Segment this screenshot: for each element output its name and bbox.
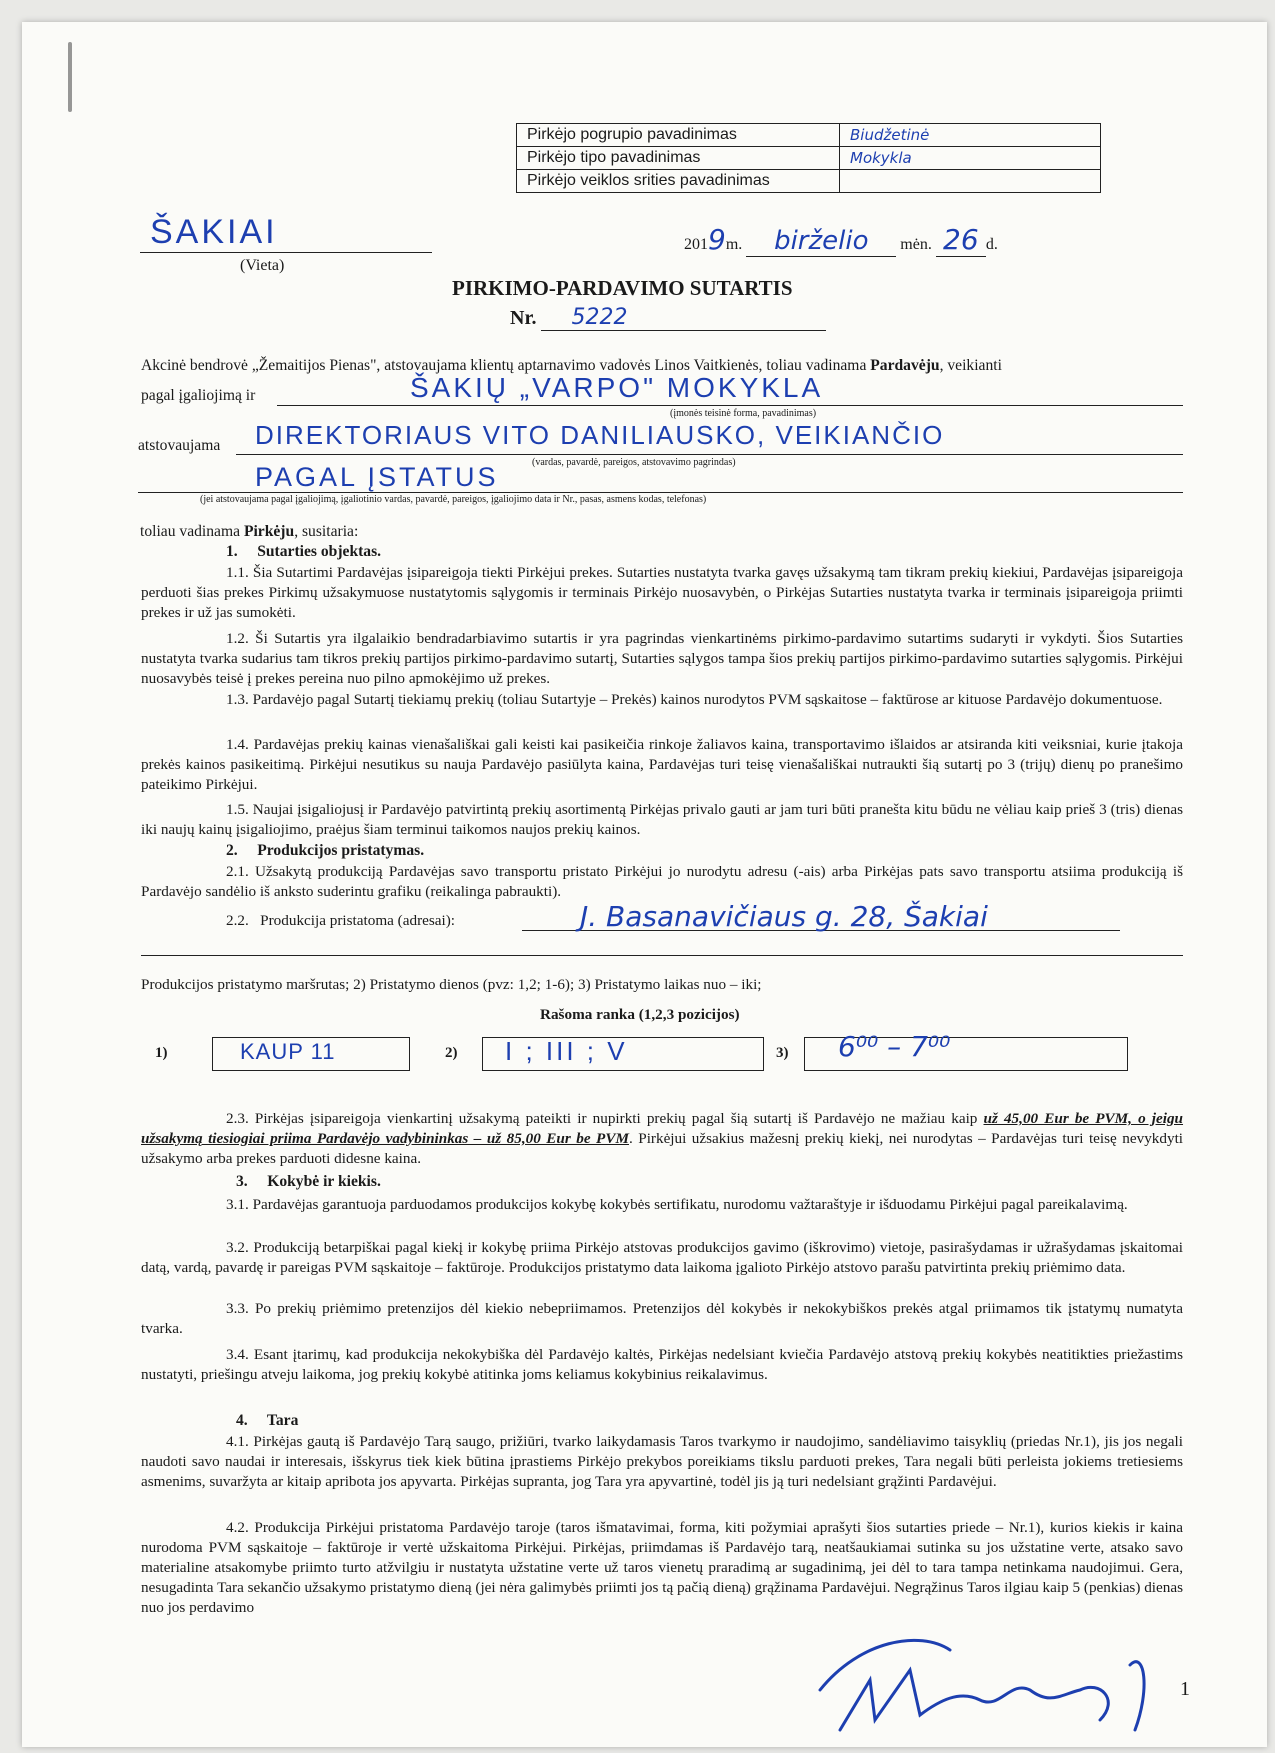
seller-word: Pardavėju (870, 357, 940, 374)
category-row (517, 147, 1101, 170)
buyer-name-line (277, 405, 1183, 406)
category-label: Pirkėjo tipo pavadinimas (517, 147, 840, 170)
date-row (684, 223, 998, 257)
repr-caption2: (jei atstovaujama pagal įgaliojimą, įgaliotinio vardas, pavardė, pareigos, įgaliojimo data ir Nr., pasas, asmens kodas, telefonas) (200, 494, 707, 505)
section-3-heading: 3. Kokybė ir kiekis. (236, 1173, 381, 1190)
field-1-label: 1) (155, 1045, 168, 1061)
repr-label: atstovaujama (138, 437, 221, 454)
repr-value2: PAGAL ĮSTATUS (255, 462, 499, 492)
contract-number (510, 305, 826, 331)
route-text: Produkcijos pristatymo maršrutas; 2) Pristatymo dienos (pvz: 1,2; 1-6); 3) Pristatymo laikas nuo – iki; (141, 976, 762, 993)
category-label: Pirkėjo pogrupio pavadinimas (517, 124, 840, 147)
category-value: Mokykla (840, 147, 1101, 170)
buyer-name: ŠAKIŲ „VARPO" MOKYKLA (410, 372, 824, 403)
clause-4-1: 4.1. Pirkėjas gautą iš Pardavėjo Tarą saugo, prižiūri, tvarko laikydamasis Taros tvarkymo ir naudojimo, sandėliavimo taisyklių (priedas Nr.1), jis jos negali naudoti savo naudai ir interesais, išskyrus tiek kiek būtina įprastiems Pirkėjo prekybos poreikiams tikslu parduoti prekes, Tara negali būti perleista jokiems tretiesiems asmenims, suvaržyta ar kitaip apribota jos apyvarta. Pirkėjas supranta, jog Tara yra apyvartinė, todėl jis ją turi nedelsiant grąžinti Pardavėjui. (141, 1433, 1183, 1490)
clause-3-4: 3.4. Esant įtarimų, kad produkcija nekokybiška dėl Pardavėjo kaltės, Pirkėjas nedelsiant kviečia Pardavėjo atstovą prekių kokybės neatitikties priežastims nustatyti, priešingu atveju laikoma, jog prekių kokybė atitinka joms keliamus kokybinius reikalavimus. (141, 1346, 1183, 1383)
buyer-caption: (įmonės teisinė forma, pavadinimas) (670, 408, 817, 419)
intro-line2: pagal įgaliojimą ir (141, 387, 256, 404)
clause-3-1: 3.1. Pardavėjas garantuoja parduodamos produkcijos kokybę kokybės sertifikatu, nurodomu važtaraštyje ir išduodamu Pirkėjui pagal pareikalavimą. (226, 1196, 1128, 1213)
contract-title: PIRKIMO-PARDAVIMO SUTARTIS (452, 276, 793, 300)
intro-post: , veikianti (939, 357, 1002, 374)
clause-1-4: 1.4. Pardavėjas prekių kainas vienašališkai gali keisti kai pasikeičia rinkoje žaliavos kaina, transportavimo išlaidos ar atsiranda kiti veiksniai, kurie įtakoja prekės kainos pasikeitimą. Pirkėjui nesutikus su nauja Pardavėjo pasiūlyta kaina, Pardavėjas turi teisę vienašališkai nutraukti šią sutartį po 3 (trijų) dienų po pranešimo pateikimo Pirkėjui. (141, 736, 1183, 793)
repr-caption: (vardas, pavardė, pareigos, atstovavimo pagrindas) (532, 457, 736, 468)
clause-2-3-post: . Pirkėjui užsakius mažesnį prekių kiekį, nei nurodytas – Pardavėjas turi teisę nevykdyti užsakymo arba prekes parduoti didesne kaina. (141, 1130, 1184, 1167)
clause-3-2: 3.2. Produkciją betarpiškai pagal kiekį ir kokybę priima Pirkėjo atstovas produkcijos gavimo (iškrovimo) vietoje, pasirašydamas ir užrašydamas įskaitomai datą, vardą, pavardę ir pareigas PVM sąskaitoje – faktūroje. Produkcijos pristatymo data laikoma įgalioto Pirkėjo atstovo parašu patvirtinta prekių priėmimo data. (141, 1239, 1183, 1276)
buyer-line-post: , susitaria: (294, 523, 359, 540)
clause-1-3: 1.3. Pardavėjo pagal Sutartį tiekiamų prekių (toliau Sutartyje – Prekės) kainos nurodytos PVM sąskaitose – faktūrose ar kituose Pardavėjo dokumentuose. (226, 691, 1163, 708)
category-value (840, 170, 1101, 193)
section-4-heading: 4. Tara (236, 1412, 299, 1429)
buyer-word: Pirkėju (243, 523, 295, 540)
date-year: 9 (708, 223, 726, 256)
field-3-label: 3) (776, 1045, 789, 1061)
field-2-label: 2) (445, 1045, 458, 1061)
page-number: 1 (1180, 1678, 1190, 1700)
clause-2-3 (141, 1109, 1183, 1169)
place-label: (Vieta) (240, 257, 285, 274)
category-value: Biudžetinė (840, 124, 1101, 147)
clause-2-3-pre: 2.3. Pirkėjas įsipareigoja vienkartinį užsakymą pateikti ir nupirkti prekių pagal šią sutartį iš Pardavėjo ne mažiau kaip (226, 1110, 984, 1127)
place-line (140, 252, 432, 253)
field-3-value: 6⁰⁰ – 7⁰⁰ (838, 1030, 951, 1063)
address-value: J. Basanavičiaus g. 28, Šakiai (580, 900, 988, 933)
minimum-order-amount: už 45,00 Eur be PVM, o jeigu užsakymą tiesiogiai priima Pardavėjo vadybininkas – už 85,00 Eur be PVM (141, 1110, 1184, 1147)
section-1-heading: 1. Sutarties objektas. (226, 543, 382, 560)
clause-2-2-label: 2.2. Produkcija pristatoma (adresai): (226, 912, 456, 929)
date-m: m. (725, 236, 743, 253)
clause-1-1: 1.1. Šia Sutartimi Pardavėjas įsipareigoja tiekti Pirkėjui prekes. Sutarties nustatyta tvarka gavęs užsakymą tam tikram prekių kiekiui, Pardavėjas įsipareigoja perduoti šias prekes Pirkimų užsakymuose nustatytomis sąlygomis ir terminais Pirkėjo nuosavybėn, o Pirkėjas Sutarties nustatyta tvarka ir terminais įsipareigoja priimti prekes ir už jas sumokėti. (141, 564, 1183, 621)
category-row (517, 124, 1101, 147)
field-1-value: KAUP 11 (240, 1039, 336, 1064)
clause-1-5: 1.5. Naujai įsigaliojusį ir Pardavėjo patvirtintą prekių asortimentą Pirkėjas privalo gauti ar jam turi būti pranešta kitu būdu ne vėliau kaip prieš 3 (tris) dienas iki naujų kainų įsigaliojimo, praėjus šiam terminui taikomos naujos prekių kainos. (141, 801, 1183, 838)
number-label: Nr. (510, 307, 537, 329)
clause-4-2: 4.2. Produkcija Pirkėjui pristatoma Pardavėjo taroje (taros išmatavimai, forma, kiti požymiai aprašyti šios sutarties priede – Nr.1), kurios kiekis ir kaina nurodoma PVM sąskaitoje – faktūroje ir vertė užskaitoma Pirkėjui. Pirkėjas, priimdamas iš Pardavėjo tarą, neatšaukiamai sutinka su jos užstatine verte, atsako savo materialine atsakomybe priimto turto atžvilgiu ir nustatyta užstatine verte už taros vienetų praradimą ar sugadinimą, jei dėl to tara tampa netinkama naudojimui. Gera, nesugadinta Tara sekančio užsakymo pristatymo dieną (jei nėra galimybės priimti jos tą pačią dieną) grąžinama Pardavėjui. Negrąžinus Taros ilgiau kaip 5 (penkias) dienas nuo jos perdavimo (141, 1519, 1183, 1616)
place-value: ŠAKIAI (150, 213, 278, 251)
clause-2-1: 2.1. Užsakytą produkciją Pardavėjas savo transportu pristato Pirkėjui jo nurodytu adresu (-ais) arba Pirkėjas pats savo transportu atsiima produkciją iš Pardavėjo sandėlio iš anksto suderintu grafiku (reikalinga pabraukti). (141, 863, 1183, 900)
date-prefix: 201 (684, 236, 708, 253)
date-men: mėn. (900, 236, 932, 253)
repr-value: DIREKTORIAUS VITO DANILIAUSKO, VEIKIANČIO (255, 420, 945, 450)
number-value: 5222 (541, 305, 826, 331)
date-day: 26 (936, 223, 986, 257)
buyer-category-table (516, 123, 1101, 193)
signature (800, 1620, 1170, 1750)
date-month: birželio (746, 226, 896, 257)
category-label: Pirkėjo veiklos srities pavadinimas (517, 170, 840, 193)
clause-1-2: 1.2. Ši Sutartis yra ilgalaikio bendradarbiavimo sutartis ir yra pagrindas vienkartinėms pirkimo-pardavimo sutartims sudaryti ir vykdyti. Šios Sutarties nustatyta tvarka sudarius tam tikros prekių partijos pirkimo-pardavimo sutartį, Sutarties sąlygos tampa šios prekių partijos pirkimo-pardavimo sutarties sąlygomis. Pirkėjui nuosavybės teisė į prekes pereina nuo pilno apmokėjimo už prekes. (141, 630, 1183, 687)
intro-text: Akcinė bendrovė „Žemaitijos Pienas", atstovaujama klientų aptarnavimo vadovės Linos Vaitkienės, toliau vadinama (141, 357, 871, 374)
buyer-line (140, 523, 358, 541)
date-d: d. (985, 236, 998, 253)
repr-line (236, 454, 1183, 455)
category-row (517, 170, 1101, 193)
field-2-value: I ; III ; V (505, 1036, 628, 1066)
handwritten-label: Rašoma ranka (1,2,3 pozicijos) (540, 1006, 740, 1023)
section-2-heading: 2. Produkcijos pristatymas. (226, 842, 425, 859)
staple-mark (68, 42, 72, 112)
buyer-line-pre: toliau vadinama (140, 523, 244, 540)
address-line-2 (141, 955, 1183, 956)
clause-3-3: 3.3. Po prekių priėmimo pretenzijos dėl kiekio nebepriimamos. Pretenzijos dėl kokybės ir nekokybiškos prekės atgal priimamos tik įstatymų numatyta tvarka. (141, 1300, 1183, 1337)
